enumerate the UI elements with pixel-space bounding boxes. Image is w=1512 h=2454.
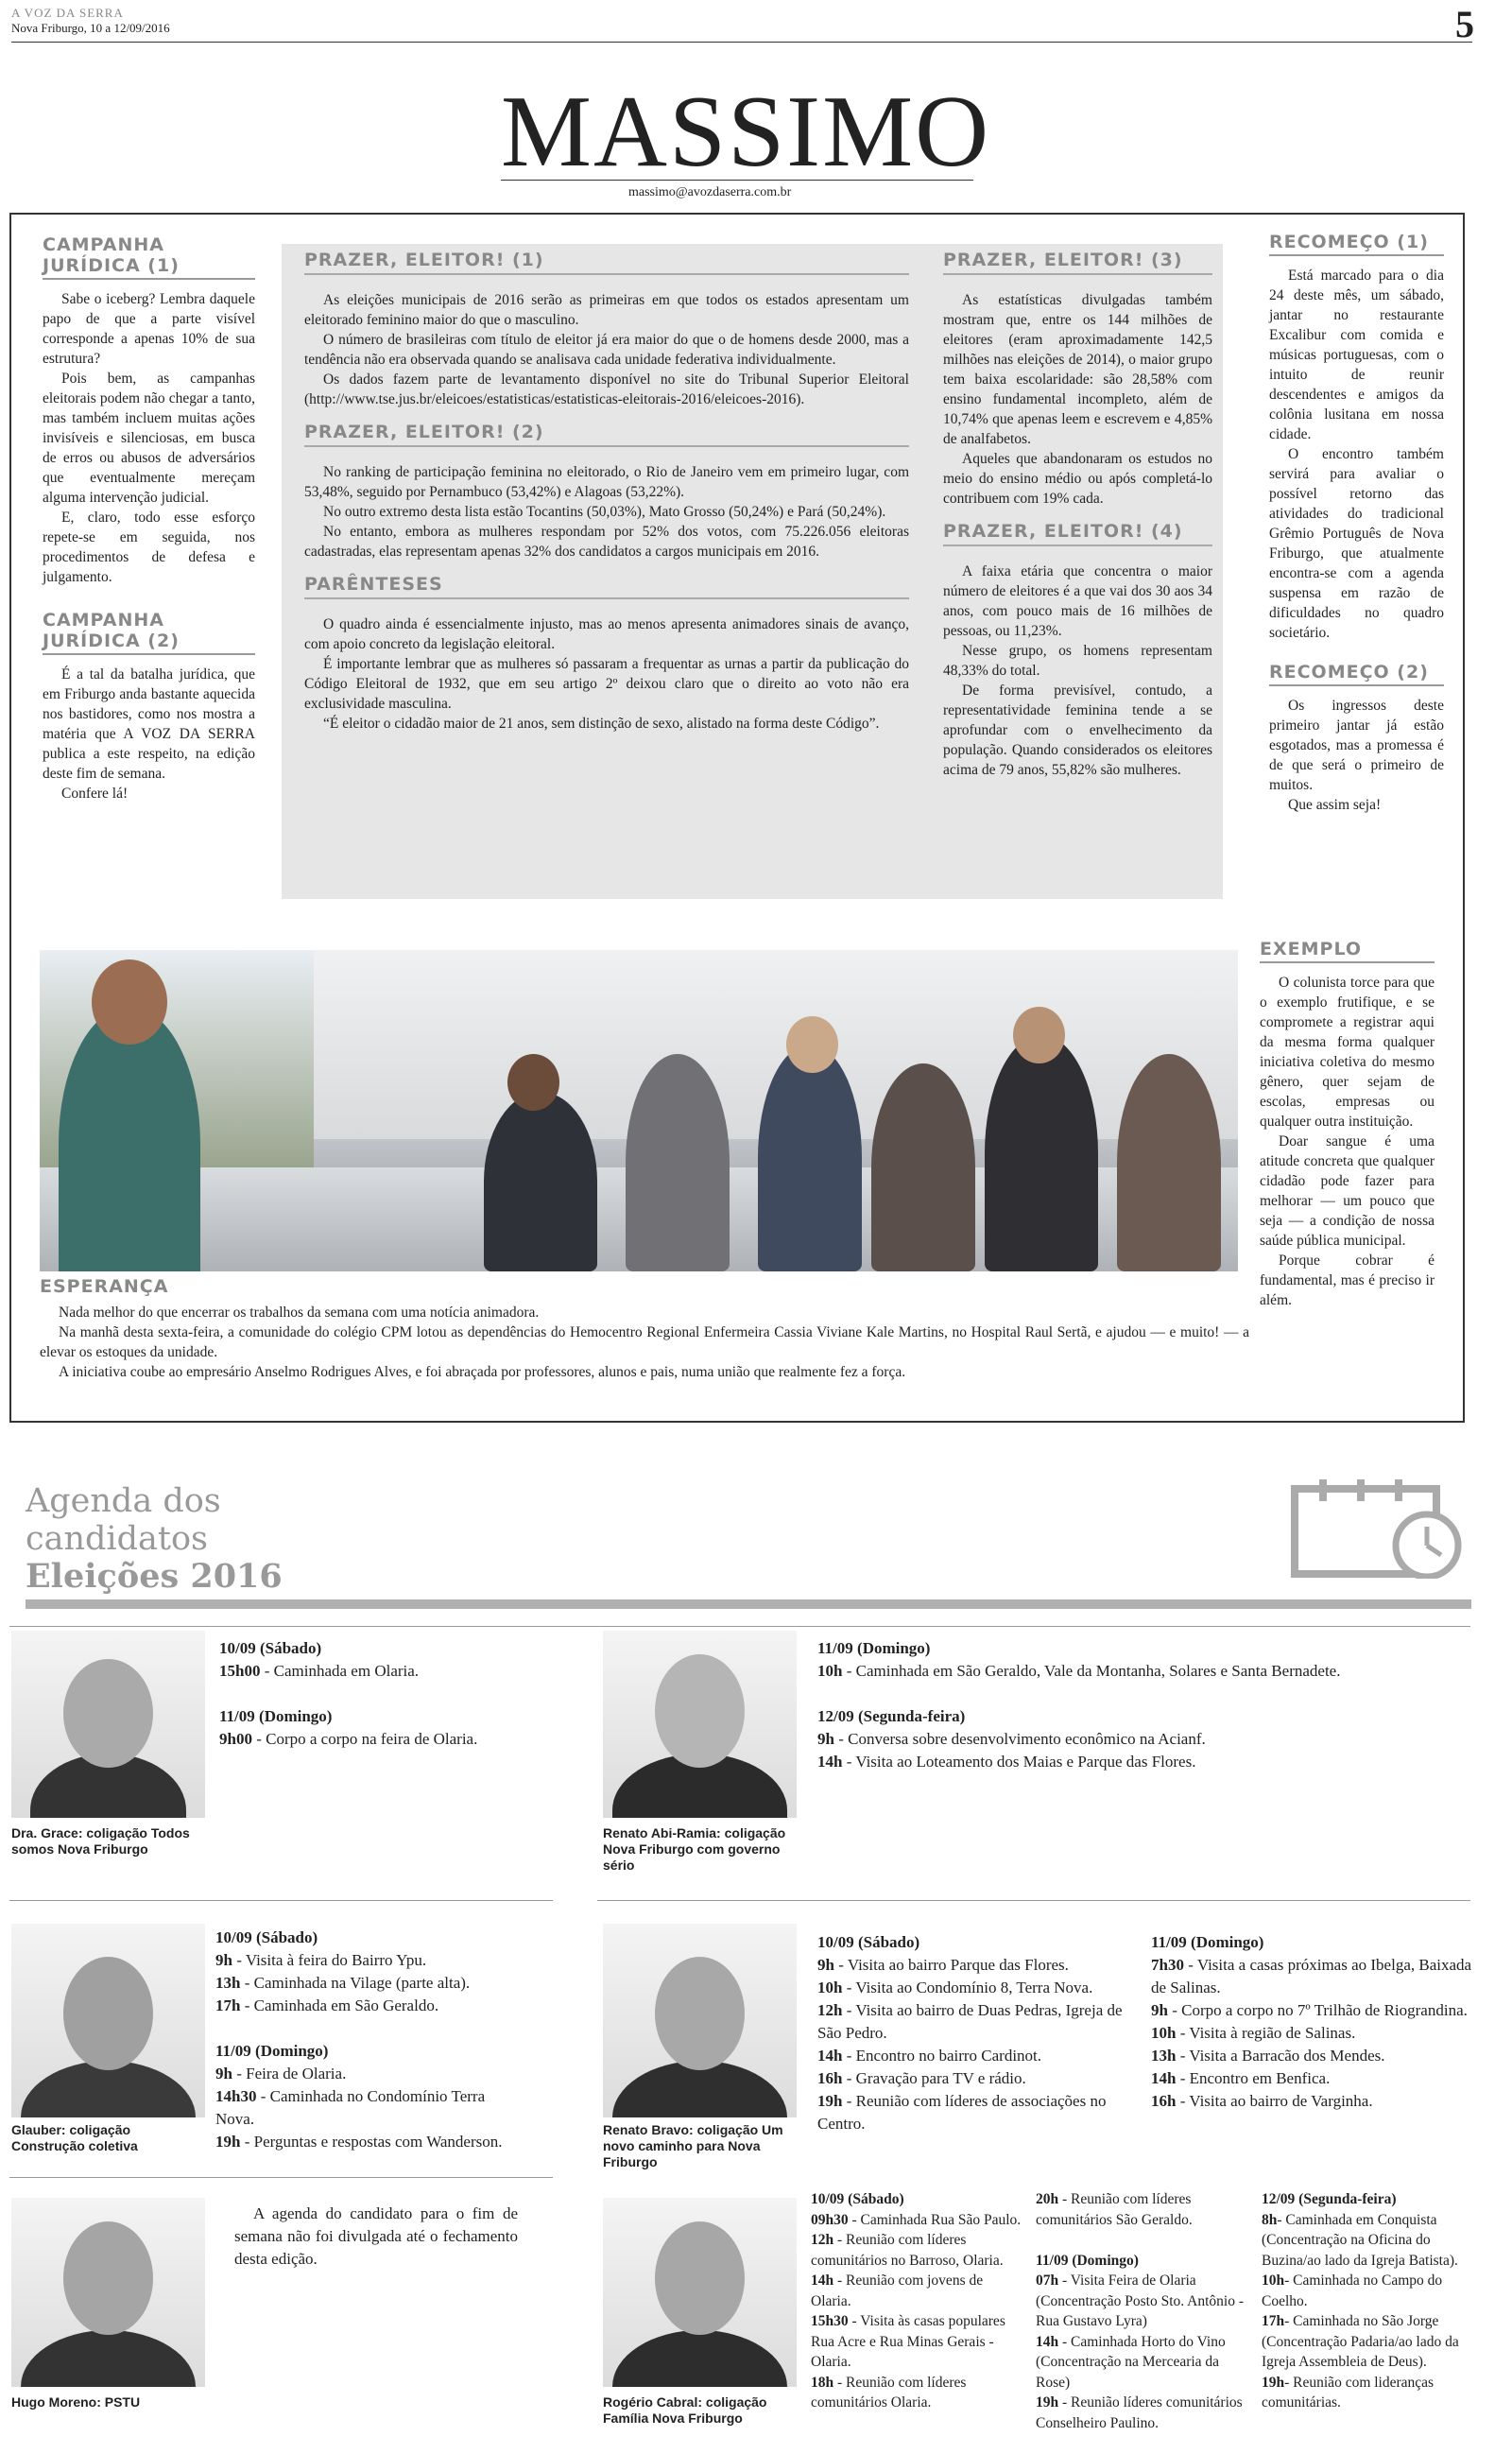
kicker-prazer-4: PRAZER, ELEITOR! (4) (943, 522, 1212, 546)
paragraph: O encontro também servirá para avaliar o possível retorno das atividades do tradicional Grêmio Português de Nova Friburgo, que atualmente encontra-se com a agenda suspensa em razão de dificuldades no quadro societário. (1269, 446, 1444, 641)
person (871, 1063, 975, 1271)
column-title: MASSIMO (501, 76, 991, 188)
time: 14h (1036, 2333, 1059, 2350)
event: - Visita ao Condomínio 8, Terra Nova. (842, 1979, 1093, 1996)
time: 17h (1262, 2313, 1285, 2329)
event: - Perguntas e respostas com Wanderson. (240, 2133, 503, 2151)
event: - Visita Feira de Olaria (Concentração Posto Sto. Antônio - Rua Gustavo Lyra) (1036, 2273, 1244, 2329)
column-campanha-juridica (43, 234, 255, 804)
caption-hugo-moreno: Hugo Moreno: PSTU (11, 2394, 141, 2410)
person (1117, 1054, 1221, 1271)
paragraph: A iniciativa coube ao empresário Anselmo Rodrigues Alves, e foi abraçada por professores, alunos e pais, numa união que realmente fez a força. (59, 1364, 906, 1380)
agenda-grace (219, 1637, 569, 1751)
date: 10/09 (Sábado) (215, 1928, 318, 1946)
event: - Visita ao bairro de Duas Pedras, Igreja de São Pedro. (817, 2001, 1123, 2042)
date: 11/09 (Domingo) (817, 1639, 931, 1657)
time: 9h (1151, 2001, 1168, 2019)
person (626, 1054, 730, 1271)
face (655, 1957, 745, 2070)
paragraph: Os ingressos deste primeiro jantar já estão esgotados, mas a promessa é de que será o primeiro de muitos. (1269, 698, 1444, 793)
event: - Encontro no bairro Cardinot. (842, 2047, 1042, 2065)
event: - Caminhada Horto do Vino (Concentração na Mercearia da Rose) (1036, 2333, 1226, 2391)
time: 8h (1262, 2211, 1278, 2228)
event: - Reunião com líderes comunitários São Geraldo. (1036, 2191, 1193, 2228)
section-exemplo (1260, 939, 1435, 1310)
paragraph: No ranking de participação feminina no eleitorado, o Rio de Janeiro vem em primeiro lugar, com 53,48%, seguido por Pernambuco (53,42%) e Alagoas (53,22%). (304, 464, 909, 500)
event: - Reunião com líderes comunitários Olaria. (811, 2374, 967, 2411)
paragraph: E, claro, todo esse esforço repete-se em seguida, nos procedimentos de defesa e julgamento. (43, 510, 255, 585)
time: 9h (817, 1956, 834, 1974)
date: 12/09 (Segunda-feira) (817, 1707, 966, 1725)
edition-date: Nova Friburgo, 10 a 12/09/2016 (11, 21, 170, 35)
time: 16h (1151, 2092, 1177, 2110)
divider (597, 1900, 1470, 1901)
newspaper-name: A VOZ DA SERRA (11, 6, 124, 20)
time: 9h00 (219, 1730, 252, 1748)
event: - Reunião líderes comunitários Conselheiro Paulino. (1036, 2394, 1243, 2431)
time: 14h (817, 1753, 843, 1771)
time: 10h (817, 1979, 843, 1996)
column-prazer-eleitor-3-4 (943, 251, 1212, 780)
event: - Visita às casas populares Rua Acre e Rua Minas Gerais - Olaria. (811, 2313, 1005, 2370)
date: 10/09 (Sábado) (219, 1639, 322, 1657)
paragraph: De forma previsível, contudo, a representatividade feminina tende a se aprofundar com o envelhecimento da população. Quando considerados os eleitores acima de 79 anos, 55,82% são mulheres. (943, 683, 1212, 778)
event: - Caminhada Rua São Paulo. (848, 2211, 1022, 2228)
agenda-rogerio-col2 (1036, 2189, 1244, 2433)
agenda-renato-bravo-sunday (1151, 1931, 1472, 2113)
caption-renato-bravo: Renato Bravo: coligação Um novo caminho para Nova Friburgo (603, 2122, 783, 2169)
person (985, 1035, 1098, 1271)
face (655, 2221, 745, 2335)
paragraph: Pois bem, as campanhas eleitorais podem não chegar a tanto, mas também incluem muitas ações invisíveis e silenciosas, em busca de erros ou abusos de adversários que eventualmente mereçam alguma intervenção judicial. (43, 371, 255, 506)
event: - Reunião com líderes de associações no Centro. (817, 2092, 1107, 2133)
paragraph: As eleições municipais de 2016 serão as primeiras em que todos os estados apresentam um eleitorado feminino maior do que o masculino. (304, 292, 909, 328)
date: 11/09 (Domingo) (1151, 1933, 1264, 1951)
agenda-rule (26, 1599, 1471, 1609)
header-rule (11, 42, 1472, 43)
time: 10h (817, 1662, 843, 1680)
kicker-prazer-2: PRAZER, ELEITOR! (2) (304, 423, 909, 447)
shoulders (21, 2330, 196, 2387)
agenda-title-line: candidatos (26, 1520, 208, 1558)
paragraph: O colunista torce para que o exemplo frutifique, e se compromete a registrar aqui da mesma forma qualquer iniciativa coletiva do mesmo gênero, quer sejam de escolas, empresas ou qualquer outra instituição. (1260, 975, 1435, 1130)
paragraph: Está marcado para o dia 24 deste mês, um sábado, jantar no restaurante Excalibur com comida e músicas portuguesas, com o intuito de reunir descendentes e amigos da colônia lusitana em nossa cidade. (1269, 268, 1444, 442)
candidate-photo-glauber (11, 1924, 205, 2117)
event: - Caminhada em Conquista (Concentração na Oficina do Buzina/ao lado da Igreja Batista). (1262, 2211, 1458, 2269)
time: 9h (215, 1951, 232, 1969)
event: - Conversa sobre desenvolvimento econômico na Acianf. (833, 1730, 1206, 1748)
event: - Visita à região de Salinas. (1176, 2024, 1356, 2042)
person (484, 1092, 597, 1271)
event: - Reunião com líderes comunitários no Barroso, Olaria. (811, 2232, 1004, 2269)
paragraph: Aqueles que abandonaram os estudos no meio do ensino médio ou após completá-lo contribuem com 19% cada. (943, 451, 1212, 507)
paragraph: As estatísticas divulgadas também mostram que, entre os 144 milhões de eleitores (eram aproximadamente 142,5 milhões nas eleições de 2014), o maior grupo tem baixa escolaridade: são 28,58% com ensino fundamental incompleto, além de 10,74% que apenas leem e escrevem e 4,85% de analfabetos. (943, 292, 1212, 447)
time: 10h (1151, 2024, 1177, 2042)
date: 11/09 (Domingo) (1036, 2252, 1139, 2269)
column-recomeco (1269, 232, 1444, 815)
candidate-photo-rogerio-cabral (603, 2198, 797, 2387)
kicker-parenteses: PARÊNTESES (304, 575, 909, 599)
event: - Caminhada em São Geraldo, Vale da Montanha, Solares e Santa Bernadete. (842, 1662, 1341, 1680)
date: 11/09 (Domingo) (215, 2042, 329, 2060)
event: - Visita ao Loteamento dos Maias e Parque das Flores. (842, 1753, 1196, 1771)
time: 17h (215, 1996, 241, 2014)
candidate-photo-hugo-moreno (11, 2198, 205, 2387)
paragraph: O número de brasileiras com título de eleitor já era maior do que o de homens desde 2000, mas a tendência não era observada quando se analisava cada unidade federativa individualmente. (304, 332, 909, 368)
time: 19h (1036, 2394, 1059, 2411)
paragraph: É a tal da batalha jurídica, que em Friburgo anda bastante aquecida nos bastidores, como nos mostra a matéria que A VOZ DA SERRA publica a este respeito, na edição deste fim de semana. (43, 666, 255, 782)
caption-rogerio-cabral: Rogério Cabral: coligação Família Nova Friburgo (603, 2394, 767, 2426)
agenda-renato-abi-ramia (817, 1637, 1469, 1773)
event: - Caminhada em São Geraldo. (240, 1996, 439, 2014)
time: 12h (817, 2001, 843, 2019)
face (63, 1659, 153, 1768)
blood-donation-photo (40, 950, 1238, 1271)
event: - Reunião com jovens de Olaria. (811, 2273, 984, 2309)
person (59, 1007, 200, 1271)
paragraph: “É eleitor o cidadão maior de 21 anos, sem distinção de sexo, alistado na forma deste Código”. (323, 716, 880, 732)
person-head (92, 959, 167, 1045)
paragraph: O quadro ainda é essencialmente injusto, mas ao menos apresenta animadores sinais de avanço, com apoio concreto da legislação eleitoral. (304, 616, 909, 652)
title-rule (501, 180, 973, 181)
time: 14h (811, 2273, 834, 2289)
time: 13h (1151, 2047, 1177, 2065)
paragraph: É importante lembrar que as mulheres só passaram a frequentar as urnas a partir da publicação do Código Eleitoral de 1932, que em seu artigo 2º deixou claro que o direito ao voto não era exclusividade masculina. (304, 656, 909, 712)
candidate-photo-grace (11, 1631, 205, 1818)
paragraph: No outro extremo desta lista estão Tocantins (50,03%), Mato Grosso (50,24%) e Pará (50,24%). (323, 504, 886, 520)
time: 14h (817, 2047, 843, 2065)
candidate-photo-renato-bravo (603, 1924, 797, 2117)
time: 14h (1151, 2069, 1177, 2087)
agenda-glauber (215, 1927, 527, 2153)
date: 10/09 (Sábado) (811, 2191, 904, 2207)
time: 20h (1036, 2191, 1059, 2207)
time: 16h (817, 2069, 843, 2087)
time: 18h (811, 2374, 834, 2391)
face (63, 2221, 153, 2335)
time: 19h (817, 2092, 843, 2110)
agenda-hugo-moreno: A agenda do candidato para o fim de semana não foi divulgada até o fechamento desta edição. (234, 2204, 518, 2268)
event: - Feira de Olaria. (232, 2065, 347, 2082)
time: 12h (811, 2232, 834, 2248)
paragraph: Confere lá! (61, 786, 129, 802)
event: - Caminhada na Vilage (parte alta). (240, 1974, 471, 1992)
time: 15h00 (219, 1662, 261, 1680)
paragraph: Nesse grupo, os homens representam 48,33% do total. (943, 643, 1212, 679)
agenda-title-line: Eleições 2016 (26, 1557, 283, 1596)
person-head (507, 1054, 559, 1111)
person-head (786, 1016, 838, 1073)
time: 15h30 (811, 2313, 849, 2329)
caption-renato-abi-ramia: Renato Abi-Ramia: coligação Nova Friburgo com governo sério (603, 1825, 786, 1873)
event: - Visita à feira do Bairro Ypu. (232, 1951, 427, 1969)
event: - Visita ao bairro Parque das Flores. (833, 1956, 1069, 1974)
time: 9h (215, 2065, 232, 2082)
time: 7h30 (1151, 1956, 1184, 1974)
event: - Visita a casas próximas ao Ibelga, Baixada de Salinas. (1151, 1956, 1472, 1996)
candidate-photo-renato-abi-ramia (603, 1631, 797, 1818)
caption-glauber: Glauber: coligação Construção coletiva (11, 2122, 138, 2153)
column-prazer-eleitor-1-2 (304, 251, 909, 734)
column-email: massimo@avozdaserra.com.br (628, 185, 792, 199)
kicker-prazer-1: PRAZER, ELEITOR! (1) (304, 251, 909, 275)
event: - Encontro em Benfica. (1176, 2069, 1331, 2087)
person (758, 1045, 862, 1271)
paragraph: Sabe o iceberg? Lembra daquele papo de que a parte visível corresponde a apenas 10% de sua estrutura? (43, 291, 255, 367)
face (655, 1654, 745, 1768)
event: - Corpo a corpo na feira de Olaria. (251, 1730, 478, 1748)
date: 12/09 (Segunda-feira) (1262, 2191, 1397, 2207)
date: 10/09 (Sábado) (817, 1933, 920, 1951)
time: 19h (215, 2133, 241, 2151)
event: - Visita ao bairro de Varginha. (1176, 2092, 1373, 2110)
event: - Caminhada no Campo do Coelho. (1262, 2273, 1443, 2309)
paragraph: Os dados fazem parte de levantamento disponível no site do Tribunal Superior Eleitoral (http://www.tse.jus.br/eleicoes/estatisticas/estatisticas-eleitorais-2016/eleicoes-2016). (304, 372, 909, 407)
paragraph: Nada melhor do que encerrar os trabalhos da semana com uma notícia animadora. (59, 1305, 540, 1321)
calendar-clock-icon (1285, 1475, 1469, 1579)
divider (9, 1626, 1470, 1627)
time: 19h (1262, 2374, 1285, 2391)
divider (9, 2177, 553, 2178)
agenda-title (26, 1482, 283, 1596)
event: - Caminhada no Condomínio Terra Nova. (215, 2087, 486, 2128)
time: 07h (1036, 2273, 1059, 2289)
person-head (1013, 1007, 1065, 1063)
paragraph: No entanto, embora as mulheres respondam por 52% dos votos, com 75.226.056 eleitoras cadastradas, elas representam apenas 32% dos candidatos a cargos municipais em 2016. (304, 524, 909, 560)
event: - Corpo a corpo no 7º Trilhão de Riograndina. (1167, 2001, 1468, 2019)
kicker-exemplo: EXEMPLO (1260, 939, 1435, 963)
date: 11/09 (Domingo) (219, 1707, 333, 1725)
kicker-recomeco-1: RECOMEÇO (1) (1269, 232, 1444, 256)
event: - Caminhada no São Jorge (Concentração Padaria/ao lado da Igreja Assembleia de Deus). (1262, 2313, 1459, 2370)
kicker-recomeco-2: RECOMEÇO (2) (1269, 662, 1444, 686)
paragraph: Porque cobrar é fundamental, mas é preciso ir além. (1260, 1253, 1435, 1308)
kicker-campanha-2: CAMPANHA JURÍDICA (2) (43, 610, 255, 655)
paragraph: A faixa etária que concentra o maior número de eleitores é a que vai dos 30 aos 34 anos, com pouco mais de 16 milhões de pessoas, ou 11,23%. (943, 563, 1212, 639)
event: - Gravação para TV e rádio. (842, 2069, 1026, 2087)
page-number: 5 (1455, 3, 1474, 45)
divider (9, 1900, 553, 1901)
event: - Visita a Barracão dos Mendes. (1176, 2047, 1385, 2065)
kicker-campanha-1: CAMPANHA JURÍDICA (1) (43, 234, 255, 280)
agenda-title-line: Agenda dos (26, 1482, 221, 1520)
agenda-renato-bravo-saturday (817, 1931, 1134, 2135)
section-esperanca (40, 1276, 1249, 1382)
kicker-esperanca: ESPERANÇA (40, 1276, 169, 1297)
face (63, 1957, 153, 2070)
time: 9h (817, 1730, 834, 1748)
agenda-rogerio-col3 (1262, 2189, 1472, 2413)
time: 13h (215, 1974, 241, 1992)
time: 09h30 (811, 2211, 849, 2228)
event: - Reunião com lideranças comunitárias. (1262, 2374, 1435, 2411)
caption-grace: Dra. Grace: coligação Todos somos Nova Friburgo (11, 1825, 190, 1857)
paragraph: Que assim seja! (1288, 797, 1382, 813)
time: 14h30 (215, 2087, 257, 2105)
paragraph: Na manhã desta sexta-feira, a comunidade do colégio CPM lotou as dependências do Hemocentro Regional Enfermeira Cassia Viviane Kale Martins, no Hospital Raul Sertã, e ajudou — e muito! — a elevar os estoques da unidade. (40, 1324, 1249, 1360)
paragraph: Doar sangue é uma atitude concreta que qualquer cidadão pode fazer para melhorar — um pouco que seja — a condição de nossa saúde pública municipal. (1260, 1133, 1435, 1249)
agenda-rogerio-col1 (811, 2189, 1022, 2413)
event: - Caminhada em Olaria. (260, 1662, 420, 1680)
time: 10h (1262, 2273, 1285, 2289)
shoulders (612, 2330, 787, 2387)
kicker-prazer-3: PRAZER, ELEITOR! (3) (943, 251, 1212, 275)
